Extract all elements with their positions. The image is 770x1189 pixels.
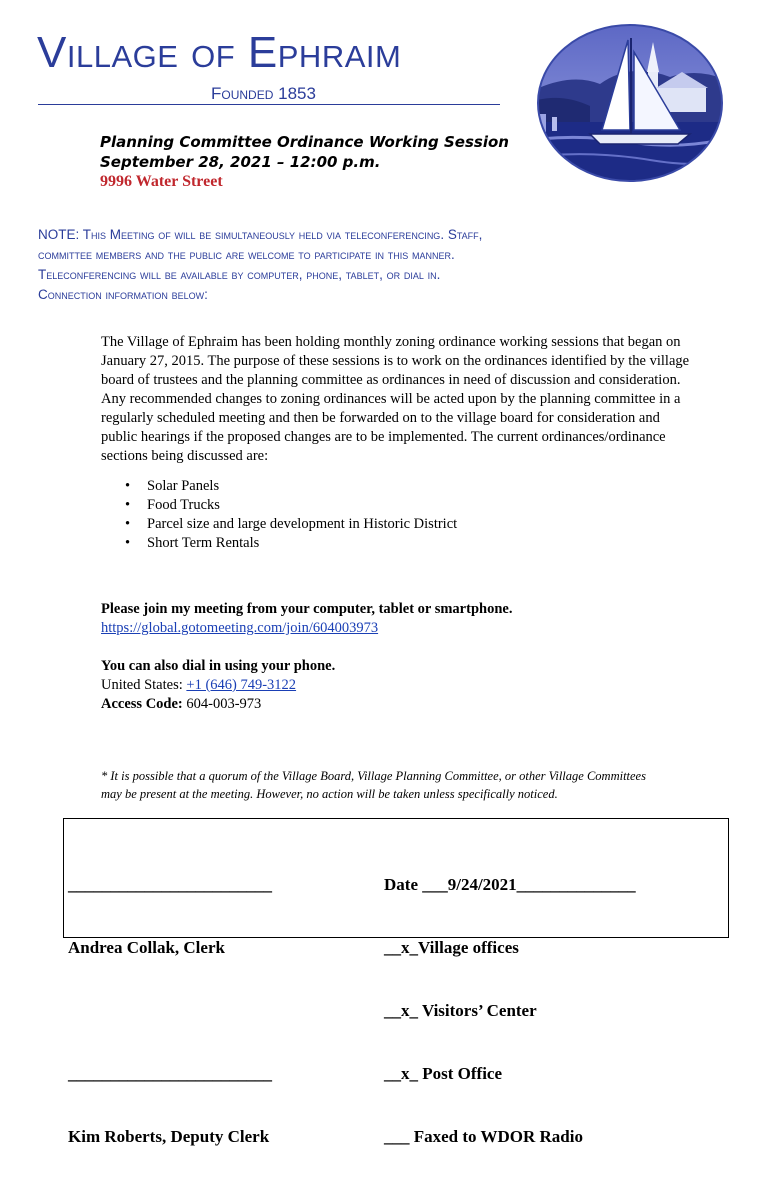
intro-line: January 27, 2015. The purpose of these sessions is to work on the ordinances identified by the village bbox=[101, 353, 690, 369]
access-code: 604-003-973 bbox=[182, 696, 262, 712]
quorum-line: may be present at the meeting. However, no action will be taken unless specifically noticed. bbox=[101, 787, 558, 801]
intro-line: The Village of Ephraim has been holding monthly zoning ordinance working sessions that began on bbox=[101, 334, 681, 350]
note-line: committee members and the public are welcome to participate in this manner. bbox=[38, 247, 455, 262]
dial-heading: You can also dial in using your phone. bbox=[101, 658, 336, 674]
list-item: • Parcel size and large development in Historic District bbox=[125, 515, 457, 534]
intro-line: public hearings if the proposed changes are to be implemented. The current ordinances/ordinance bbox=[101, 429, 666, 445]
list-item: • Short Term Rentals bbox=[125, 534, 457, 553]
posting-location: __x_ Visitors’ Center bbox=[384, 1001, 537, 1020]
note-line: Connection information below: bbox=[38, 287, 208, 302]
clerk-name: Andrea Collak, Clerk bbox=[68, 938, 225, 957]
list-item: • Solar Panels bbox=[125, 477, 457, 496]
access-line bbox=[101, 695, 512, 714]
deputy-clerk-name: Kim Roberts, Deputy Clerk bbox=[68, 1127, 270, 1146]
teleconference-note bbox=[38, 225, 728, 305]
note-line: NOTE: This Meeting of will be simultaneously held via teleconferencing. Staff, bbox=[38, 227, 483, 242]
intro-line: regularly scheduled meeting and then be forwarded on to the village board for consideration and bbox=[101, 410, 660, 426]
intro-line: Any recommended changes to zoning ordinances will be acted upon by the planning committee in a bbox=[101, 391, 681, 407]
posting-location: __x_ Post Office bbox=[384, 1064, 503, 1083]
village-title: Village of Ephraim bbox=[37, 28, 402, 77]
signoff-box bbox=[63, 818, 729, 1146]
session-title: Planning Committee Ordinance Working Session bbox=[100, 133, 509, 151]
dial-line bbox=[101, 676, 512, 695]
join-heading: Please join my meeting from your computer, tablet or smartphone. bbox=[101, 601, 513, 617]
posting-location: ___ Faxed to WDOR Radio bbox=[384, 1127, 583, 1146]
note-line: Teleconferencing will be available by computer, phone, tablet, or dial in. bbox=[38, 267, 441, 282]
signature-line: ________________________ bbox=[68, 1064, 272, 1083]
signatures-column bbox=[68, 832, 272, 1189]
posting-location: __x_Village offices bbox=[384, 938, 519, 957]
quorum-notice bbox=[101, 767, 721, 803]
session-datetime: September 28, 2021 – 12:00 p.m. bbox=[100, 153, 381, 171]
spacer bbox=[68, 1000, 272, 1021]
signature-line: ________________________ bbox=[68, 875, 272, 894]
dial-country: United States: bbox=[101, 677, 187, 693]
meeting-info bbox=[101, 600, 512, 714]
session-info bbox=[100, 132, 509, 192]
intro-line: board of trustees and the planning committee as ordinances in need of discussion and consideration. bbox=[101, 372, 681, 388]
founded-subtitle: Founded 1853 bbox=[211, 84, 316, 103]
header-divider bbox=[38, 104, 500, 105]
topics-list bbox=[125, 477, 457, 553]
phone-link[interactable]: +1 (646) 749-3122 bbox=[186, 677, 297, 693]
intro-paragraph bbox=[101, 333, 713, 466]
posting-date: Date ___9/24/2021______________ bbox=[384, 875, 636, 894]
intro-line: sections being discussed are: bbox=[101, 448, 269, 464]
access-label: Access Code: bbox=[101, 696, 183, 712]
sailboat-logo-icon bbox=[530, 22, 730, 184]
session-address: 9996 Water Street bbox=[100, 173, 223, 190]
quorum-line: * It is possible that a quorum of the Village Board, Village Planning Committee, or other Village Committees bbox=[101, 769, 646, 783]
join-link[interactable]: https://global.gotomeeting.com/join/604003973 bbox=[101, 620, 379, 636]
posting-column bbox=[384, 832, 636, 1189]
list-item: • Food Trucks bbox=[125, 496, 457, 515]
